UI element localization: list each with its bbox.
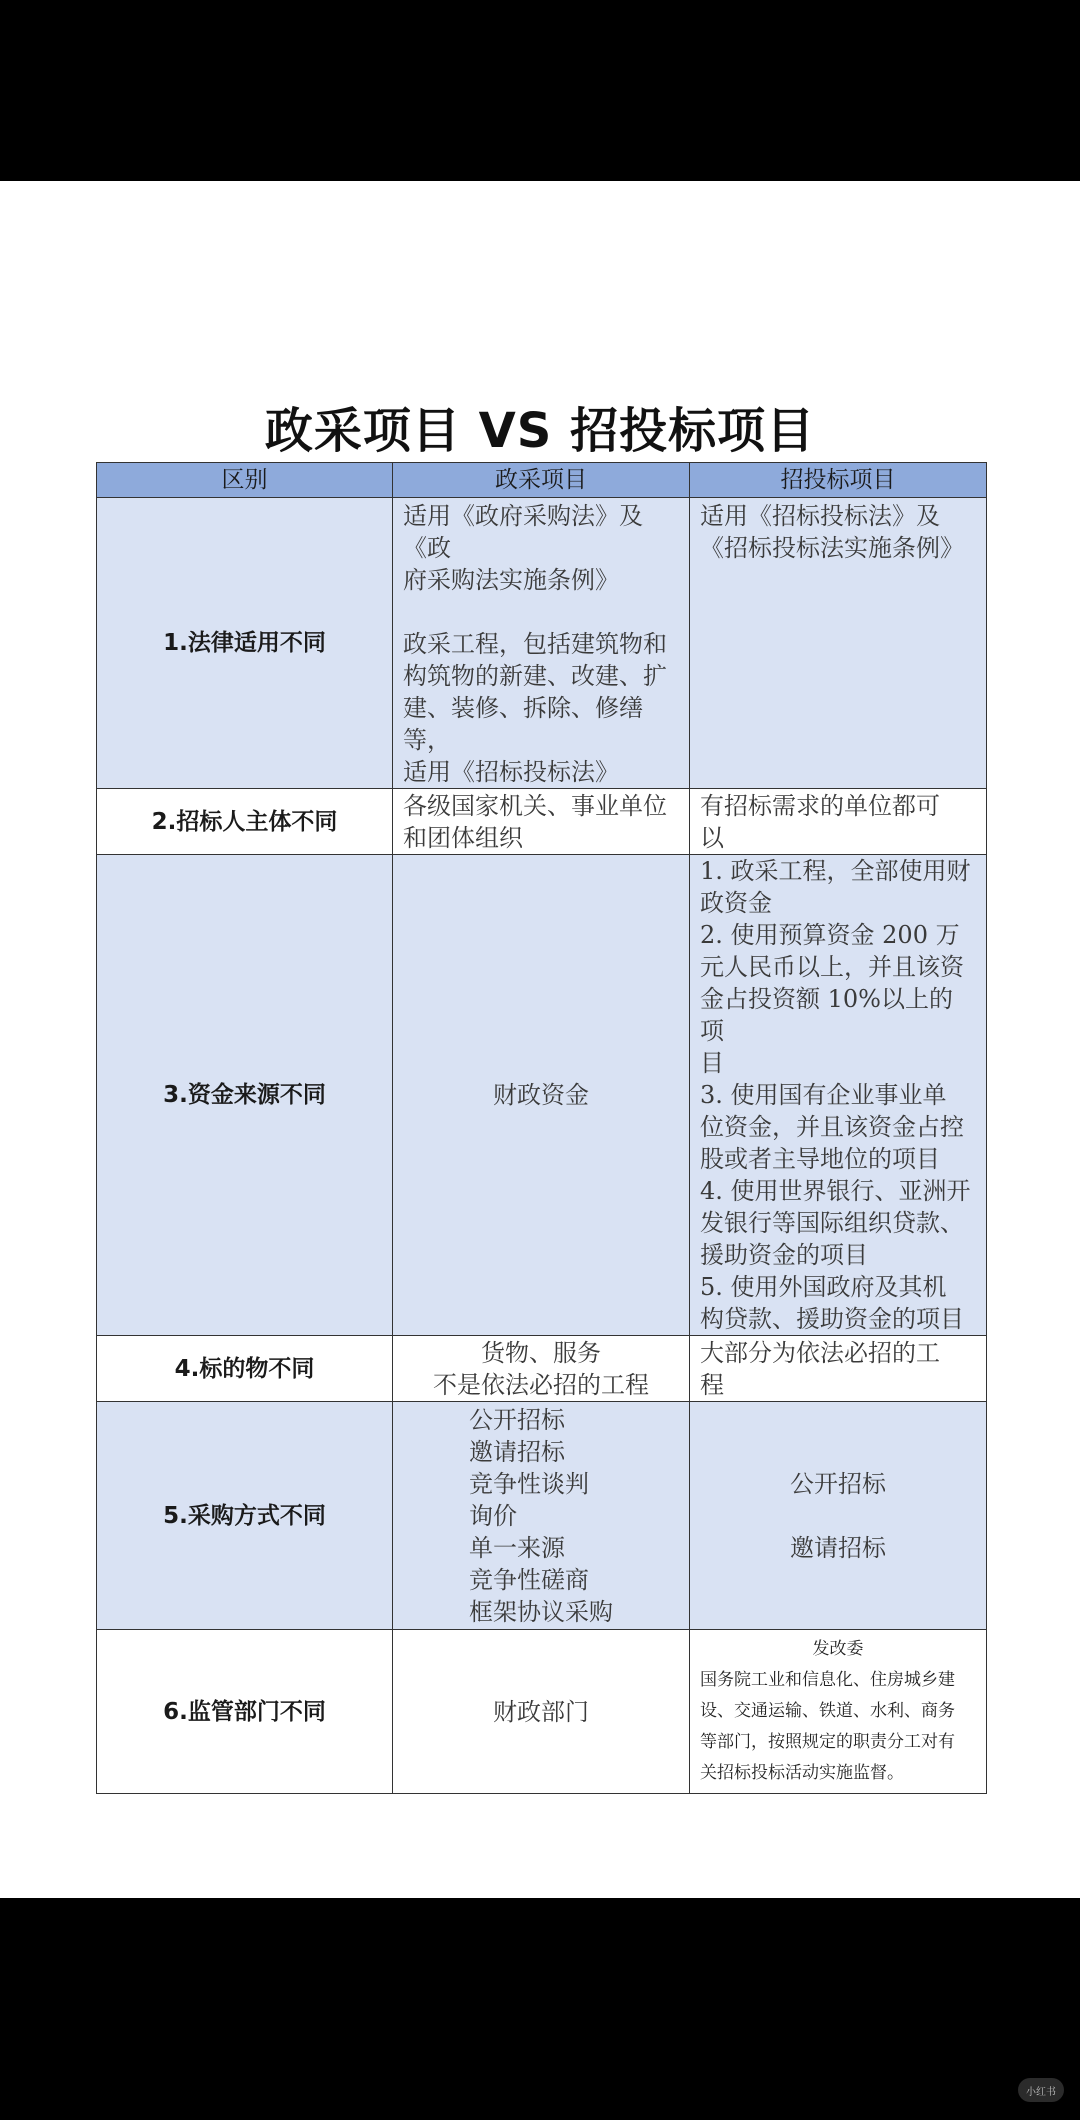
cell-line: 货物、服务 [481, 1338, 601, 1367]
bottom-black-bar [0, 1898, 1080, 2120]
table-row [97, 855, 987, 1336]
cell-line: 构筑物的新建、改建、扩 [403, 662, 667, 690]
cell-line: 设、交通运输、铁道、水利、商务 [700, 1701, 955, 1721]
cell-line: 援助资金的项目 [700, 1241, 868, 1269]
gov-cell [393, 789, 690, 855]
cell-line: 4. 使用世界银行、亚洲开 [700, 1177, 971, 1205]
cell-line: 政资金 [700, 889, 772, 917]
cell-line: 适用《政府采购法》及《政 [403, 502, 643, 562]
watermark-logo: 小红书 [1018, 2078, 1064, 2102]
cell-line: 以 [700, 823, 724, 852]
cell-line: 和团体组织 [403, 823, 523, 852]
cell-line: 等部门，按照规定的职责分工对有 [700, 1732, 955, 1752]
list-item: 询价 [469, 1501, 517, 1530]
cell-line: 大部分为依法必招的工 [700, 1338, 940, 1367]
row-label: 1.法律适用不同 [97, 498, 393, 789]
list-item: 框架协议采购 [469, 1597, 613, 1626]
row-label: 3.资金来源不同 [97, 855, 393, 1336]
row-label: 6.监管部门不同 [97, 1630, 393, 1794]
cell-line: 元人民币以上，并且该资 [700, 953, 964, 981]
comparison-table [96, 462, 987, 1794]
table-row [97, 789, 987, 855]
cell-line: 政采工程，包括建筑物和 [403, 630, 667, 658]
cell-line: 5. 使用外国政府及其机 [700, 1273, 947, 1301]
cell-line: 适用《招标投标法》及 [700, 502, 940, 530]
blank-line [700, 1500, 976, 1532]
list-item: 单一来源 [469, 1533, 565, 1562]
cell-line: 3. 使用国有企业事业单 [700, 1081, 947, 1109]
bid-cell [690, 1402, 987, 1630]
row-label: 2.招标人主体不同 [97, 789, 393, 855]
table-row [97, 1630, 987, 1794]
list-item: 公开招标 [790, 1469, 886, 1498]
cell-line: 各级国家机关、事业单位 [403, 791, 667, 820]
cell-line: 发银行等国际组织贷款、 [700, 1209, 964, 1237]
list-item: 竞争性磋商 [469, 1565, 589, 1594]
table-row [97, 1402, 987, 1630]
gov-cell: 财政部门 [393, 1630, 690, 1794]
table-row [97, 498, 987, 789]
cell-line: 国务院工业和信息化、住房城乡建 [700, 1670, 955, 1690]
cell-heading: 发改委 [812, 1639, 864, 1659]
blank-line [403, 596, 679, 628]
cell-line: 有招标需求的单位都可 [700, 791, 940, 820]
list-item: 邀请招标 [790, 1533, 886, 1562]
table-header-row [97, 463, 987, 498]
list-item: 竞争性谈判 [469, 1469, 589, 1498]
cell-line: 《招标投标法实施条例》 [700, 534, 964, 562]
header-bidding: 招投标项目 [690, 463, 987, 498]
gov-cell: 财政资金 [393, 855, 690, 1336]
gov-cell [393, 498, 690, 789]
gov-cell [393, 1402, 690, 1630]
cell-line: 关招标投标活动实施监督。 [700, 1763, 904, 1783]
cell-line: 目 [700, 1049, 724, 1077]
list-item: 邀请招标 [469, 1437, 565, 1466]
cell-line: 2. 使用预算资金 200 万 [700, 921, 960, 949]
list-item: 公开招标 [469, 1405, 565, 1434]
cell-line: 构贷款、援助资金的项目 [700, 1305, 964, 1333]
header-difference: 区别 [97, 463, 393, 498]
cell-line: 不是依法必招的工程 [433, 1370, 649, 1399]
top-black-bar [0, 0, 1080, 181]
header-gov-procurement: 政采项目 [393, 463, 690, 498]
bid-cell [690, 855, 987, 1336]
cell-line: 适用《招标投标法》 [403, 758, 619, 786]
cell-line: 位资金，并且该资金占控 [700, 1113, 964, 1141]
row-label: 4.标的物不同 [97, 1336, 393, 1402]
cell-line: 程 [700, 1370, 724, 1399]
row-label: 5.采购方式不同 [97, 1402, 393, 1630]
cell-line: 股或者主导地位的项目 [700, 1145, 940, 1173]
gov-cell [393, 1336, 690, 1402]
table-row [97, 1336, 987, 1402]
cell-line: 金占投资额 10%以上的项 [700, 985, 953, 1045]
bid-cell [690, 1630, 987, 1794]
bid-cell [690, 789, 987, 855]
cell-line: 1. 政采工程，全部使用财 [700, 857, 971, 885]
bid-cell [690, 498, 987, 789]
bid-cell [690, 1336, 987, 1402]
cell-line: 府采购法实施条例》 [403, 566, 619, 594]
page-title: 政采项目 VS 招投标项目 [264, 403, 816, 459]
cell-line: 建、装修、拆除、修缮等， [403, 694, 643, 754]
procurement-method-list [469, 1404, 613, 1628]
